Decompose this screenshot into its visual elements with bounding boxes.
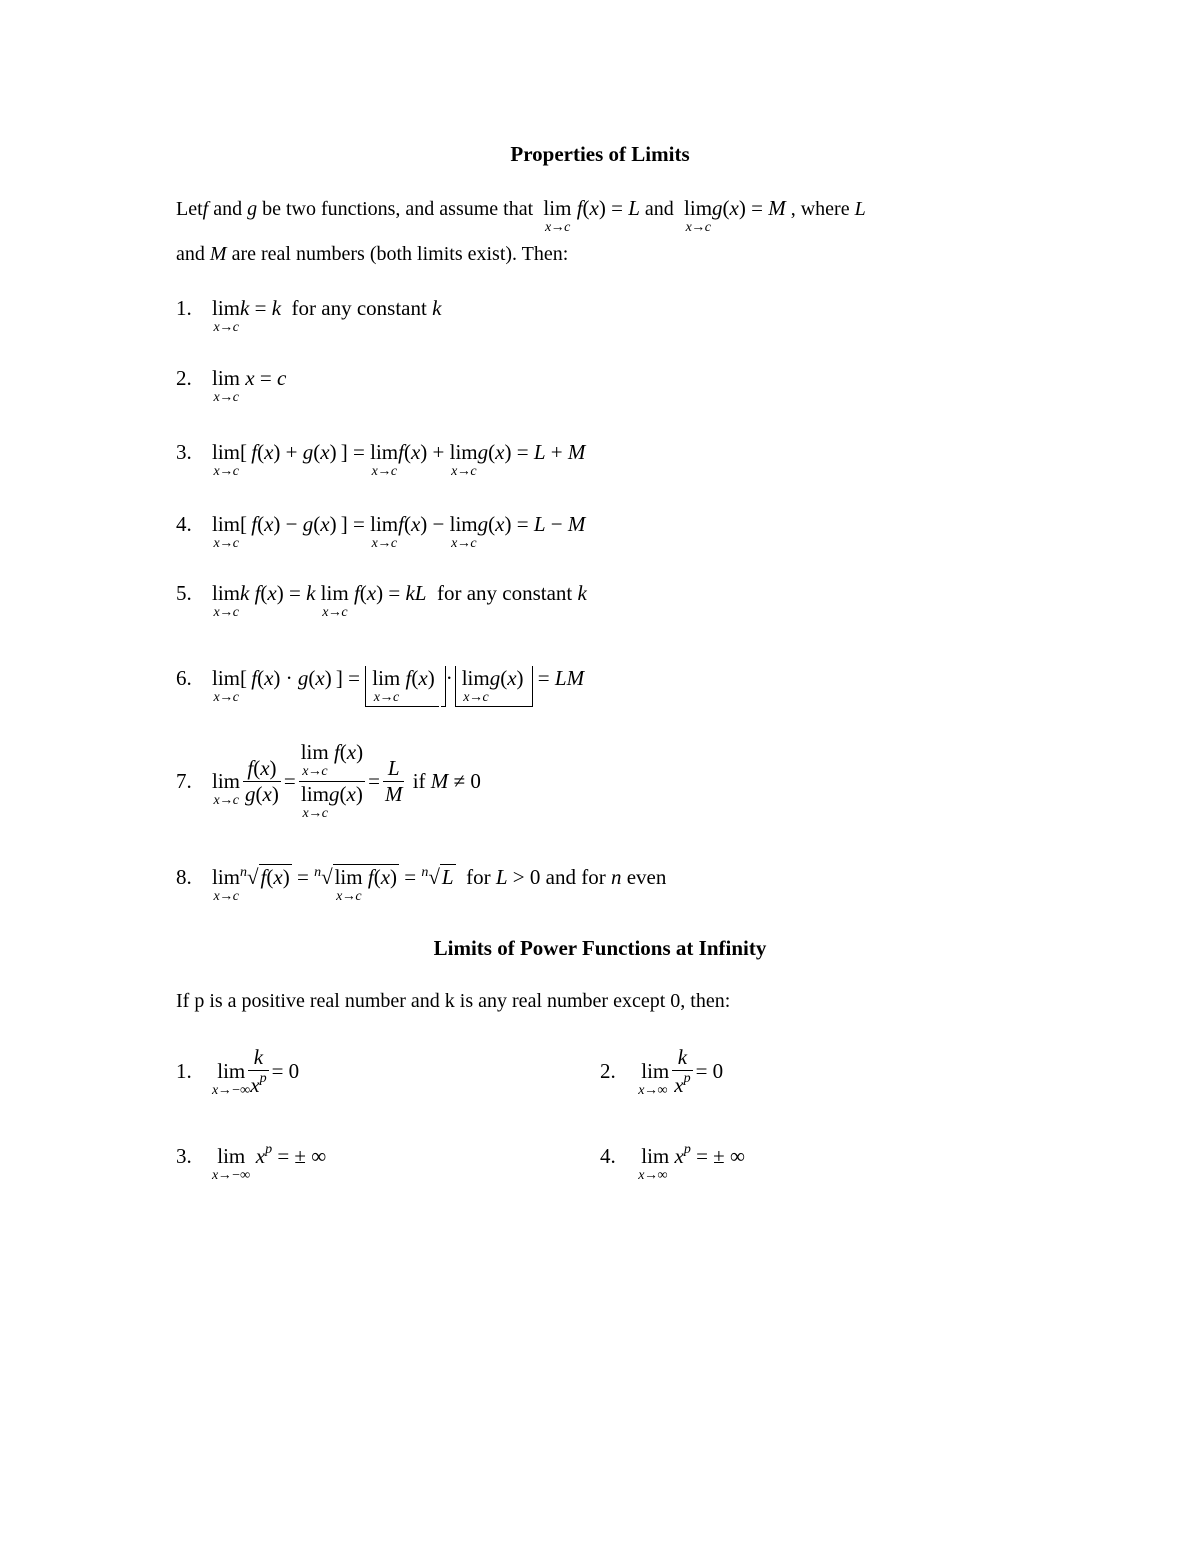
property-2: 2. lim x→c x = c (176, 366, 287, 405)
property-3: 3. lim x→c [ f(x) + g(x) ] = lim x→c f(x) + lim x→c g(x) = L + M (176, 440, 586, 479)
property-8: 8. lim x→c $^n$√f(x) = $^n$√lim x→c f(x) = $^n$√L for L > 0 and for n even (176, 865, 667, 904)
intro-line-2: and M are real numbers (both limits exist). Then: (176, 243, 569, 265)
property-7: 7. lim x→c $\frac{f(x)}{g(x)}$ = lim x→c f(x) lim x→c g(x) = $\frac{L}{M}$ if M ≠ 0 (176, 740, 481, 821)
power-limit-2: 2. lim x→∞ $\frac{k}{x^p}$ = 0 (600, 1045, 724, 1098)
property-4: 4. lim x→c [ f(x) − g(x) ] = lim x→c f(x) − lim x→c g(x) = L − M (176, 512, 586, 551)
power-limit-4: 4. lim x→∞ $x^p$ = ± ∞ (600, 1142, 745, 1183)
property-5: 5. lim x→c k f(x) = k lim x→c f(x) = kL for any constant k (176, 581, 587, 620)
intro-line-1: Letf and g be two functions, and assume that lim x→c f(x) = L and lim x→c g(x) = M , where L (176, 196, 866, 235)
power-limit-3: 3. lim x→−∞ $x^p$ = ± ∞ (176, 1142, 327, 1183)
power-limit-1: 1. lim x→−∞ $\frac{k}{x^p}$ = 0 (176, 1045, 300, 1098)
intro-power: If p is a positive real number and k is any real number except 0, then: (176, 990, 731, 1012)
page-title: Properties of Limits (510, 142, 690, 166)
section-title: Limits of Power Functions at Infinity (433, 936, 767, 960)
property-1: 1. lim x→c k = k for any constant k (176, 296, 442, 335)
property-6: 6. lim x→c [ f(x) · g(x) ] = lim x→c f(x) · lim x→c g(x) = LM (176, 666, 585, 705)
